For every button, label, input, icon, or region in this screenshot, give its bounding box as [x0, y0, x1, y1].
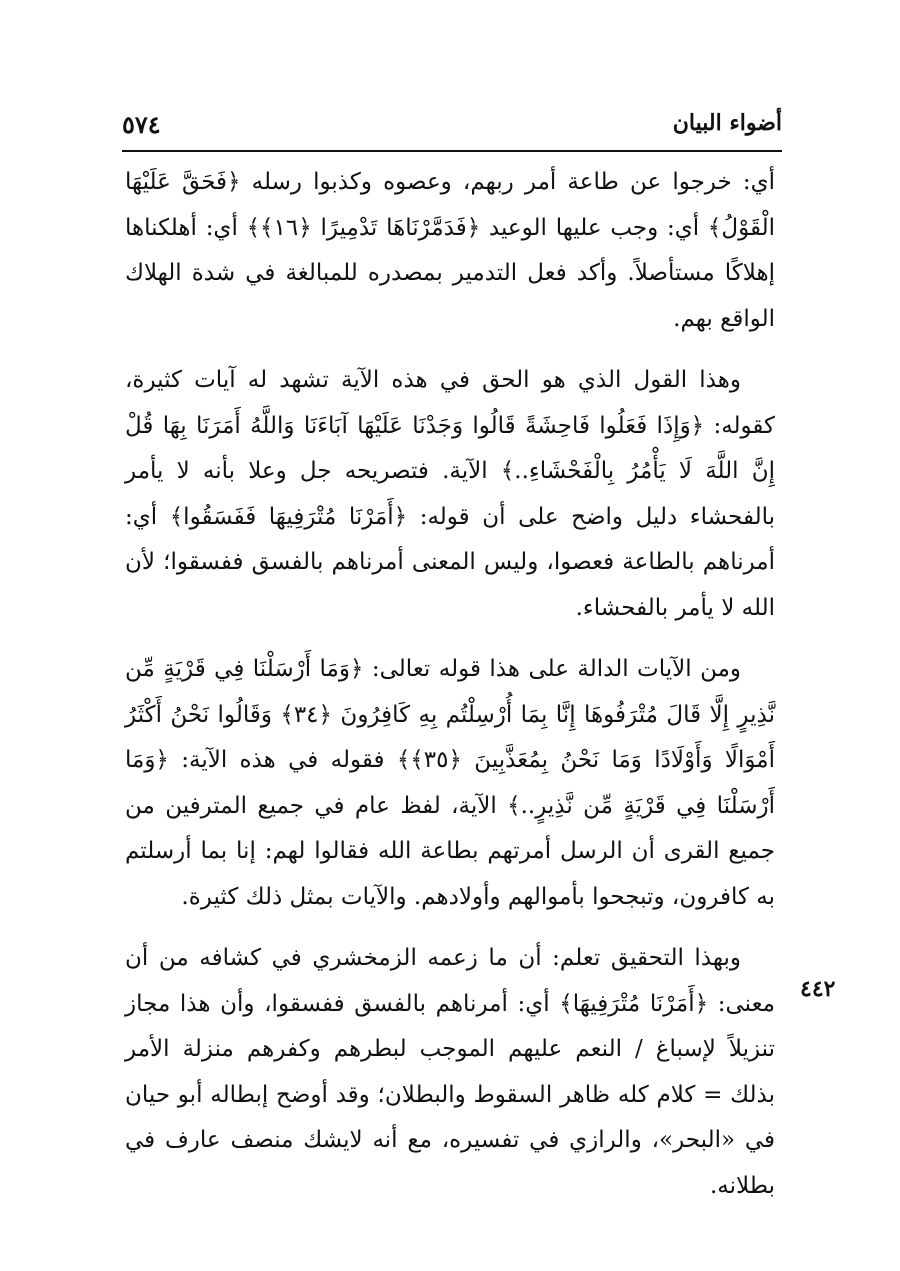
line: مِّن نَّذِيرٍ..﴾ الآية، لفظ عام في جميع المترفين من جميع القرى أن: [125, 792, 776, 864]
paragraph-3: [125, 647, 775, 920]
line: وَأَوْلَادًا وَمَا نَحْنُ بِمُعَذَّبِينَ ﴿٣٥﴾﴾ فقوله في هذه الآية: ﴿وَمَا أَرْسَلْنَا فِي قَرْيَةٍ: [125, 747, 776, 819]
paragraph-2: [125, 358, 775, 631]
line: وبهذا التحقيق تعلم: أن ما زعمه الزمخشري في كشافه من: [158, 945, 742, 971]
margin-page-reference: ٤٤٢: [800, 976, 836, 1002]
paragraph-gap: [125, 342, 775, 358]
paragraph-1: [125, 160, 775, 342]
running-header: [122, 110, 782, 146]
line: عارف في بطلانه.: [125, 1127, 775, 1199]
line: وهذا القول الذي هو الحق في هذه الآية تشهد له آيات: [194, 367, 741, 393]
page-number: ٥٧٤: [122, 110, 161, 139]
line: أن معنى: ﴿أَمَرْنَا مُتْرَفِيهَا﴾ أي: أمرناهم بالفسق ففسقوا، وأن هذا: [125, 945, 775, 1017]
line: إِنَّ اللَّهَ لَا يَأْمُرُ بِالْفَحْشَاءِ..﴾ الآية. فتصريحه جل وعلا بأنه لا يأمر: [125, 458, 775, 484]
line: الْقَوْلُ﴾ أي: وجب عليها الوعيد ﴿فَدَمَّرْنَاهَا تَدْمِيرًا ﴿١٦﴾﴾ أي:: [205, 214, 776, 241]
line: لأن الله لا يأمر بالفحشاء.: [125, 549, 775, 621]
line: الرسل أمرتهم بطاعة الله فقالوا لهم: إنا بما أرسلتم به كافرون،: [125, 838, 775, 910]
header-rule: [122, 150, 782, 152]
line: أمرناهم بالطاعة فعصوا، وليس المعنى أمرناهم بالفسق ففسقوا؛: [163, 549, 775, 575]
line: أهلكناها إهلاكًا مستأصلاً. وأكد فعل التدمير بمصدره للمبالغة في: [125, 214, 776, 286]
line: شدة الهلاك الواقع بهم.: [125, 260, 775, 332]
line: مِّن نَّذِيرٍ إِلَّا قَالَ مُتْرَفُوهَا إِنَّا بِمَا أُرْسِلْتُم بِهِ كَافِرُونَ ﴿٣٤﴾ وَقَالُوا نَحْنُ أَكْثَرُ أَمْوَالًا: [125, 656, 776, 773]
line: كثيرة، كقوله: ﴿وَإِذَا فَعَلُوا فَاحِشَةً قَالُوا وَجَدْنَا عَلَيْهَا آبَاءَنَا وَاللَّهُ أَمَرَنَا بِهَا قُلْ: [125, 367, 775, 439]
body-text: [125, 160, 775, 1209]
line: بالفحشاء دليل واضح على أن قوله: ﴿أَمَرْنَا مُتْرَفِيهَا فَفَسَقُوا﴾ أي:: [125, 503, 775, 530]
paragraph-4: [125, 936, 775, 1209]
line: ومن الآيات الدالة على هذا قوله تعالى: ﴿وَمَا أَرْسَلْنَا فِي قَرْيَةٍ: [163, 656, 742, 682]
line: مجاز تنزيلاً لإسباغ / النعم عليهم الموجب لبطرهم وكفرهم منزلة: [125, 990, 776, 1062]
line: الأمر بذلك = كلام كله ظاهر السقوط والبطلان؛ وقد أوضح إبطاله: [125, 1036, 776, 1108]
line: أي: خرجوا عن طاعة أمر ربهم، وعصوه وكذبوا رسله ﴿فَحَقَّ عَلَيْهَا: [125, 169, 775, 195]
line: وتبجحوا بأموالهم وأولادهم. والآيات بمثل ذلك كثيرة.: [181, 883, 665, 910]
line: أبو حيان في «البحر»، والرازي في تفسيره، مع أنه لايشك منصف: [125, 1081, 775, 1153]
book-title: أضواء البيان: [672, 110, 782, 136]
paragraph-gap: [125, 920, 775, 936]
paragraph-gap: [125, 631, 775, 647]
